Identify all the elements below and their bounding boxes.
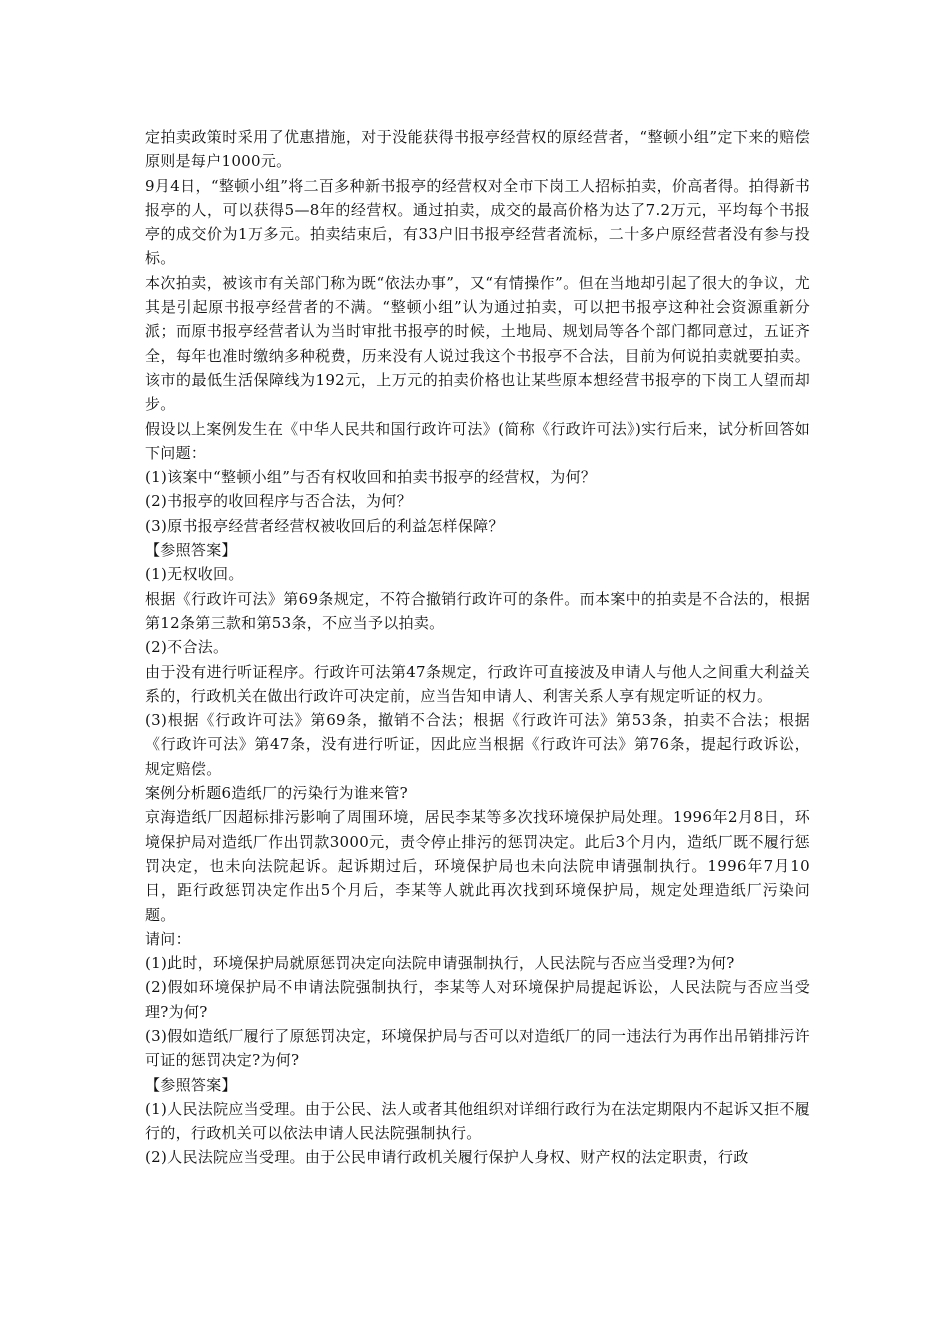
case-6-question-2: (2)假如环境保护局不申请法院强制执行，李某等人对环境保护局提起诉讼，人民法院与否应当受理?为何? [145, 978, 810, 1021]
document-body [145, 125, 810, 1170]
case-6-question-1: (1)此时，环境保护局就原惩罚决定向法院申请强制执行，人民法院与否应当受理?为何? [145, 954, 735, 973]
paragraph-question-intro: 假设以上案例发生在《中华人民共和国行政许可法》(简称《行政许可法》)实行后来，试分析回答如下问题： [145, 419, 810, 462]
case-6-question-3: (3)假如造纸厂履行了原惩罚决定，环境保护局与否可以对造纸厂的同一违法行为再作出吊销排污许可证的惩罚决定?为何? [145, 1026, 810, 1070]
reference-answer-heading: 【参照答案】 [145, 541, 237, 560]
case-6-question-intro: 请问： [145, 929, 191, 948]
case-6-reference-answer-heading: 【参照答案】 [145, 1075, 237, 1094]
question-1: (1)该案中“整顿小组”与否有权收回和拍卖书报亭的经营权，为何？ [145, 468, 597, 487]
case-6-answer-2: (2)人民法院应当受理。由于公民申请行政机关履行保护人身权、财产权的法定职责，行政 [145, 1148, 749, 1167]
answer-2-reason: 由于没有进行听证程序。行政许可法第47条规定，行政许可直接波及申请人与他人之间重大利益关系的，行政机关在做出行政许可决定前，应当告知申请人、利害关系人享有规定听证的权力。 [145, 662, 810, 705]
question-2: (2)书报亭的收回程序与否合法，为何？ [145, 492, 412, 511]
case-6-title: 案例分析题6造纸厂的污染行为谁来管? [145, 784, 408, 803]
answer-3: (3)根据《行政许可法》第69条，撤销不合法；根据《行政许可法》第53条，拍卖不合法；根据《行政许可法》第47条，没有进行听证，因此应当根据《行政许可法》第76条，提起行政诉讼，规定赔偿。 [145, 711, 810, 778]
answer-1: (1)无权收回。 [145, 565, 244, 584]
question-3: (3)原书报亭经营者经营权被收回后的利益怎样保障？ [145, 516, 504, 535]
answer-2: (2)不合法。 [145, 638, 229, 657]
paragraph-policy-compensation: 定拍卖政策时采用了优惠措施，对于没能获得书报亭经营权的原经营者，“整顿小组”定下来的赔偿原则是每户1000元。 [145, 128, 810, 171]
paragraph-controversy: 本次拍卖，被该市有关部门称为既“依法办事”，又“有情操作”。但在当地却引起了很大的争议，尤其是引起原书报亭经营者的不满。“整顿小组”认为通过拍卖，可以把书报亭这种社会资源重新分派；而原书报亭经营者认为当时审批书报亭的时候，土地局、规划局等各个部门都同意过，五证齐全，每年也准时缴纳多种税费，历来没有人说过我这个书报亭不合法，目前为何说拍卖就要拍卖。该市的最低生活保障线为192元，上万元的拍卖价格也让某些原本想经营书报亭的下岗工人望而却步。 [145, 273, 810, 414]
case-6-answer-1: (1)人民法院应当受理。由于公民、法人或者其他组织对详细行政行为在法定期限内不起诉又拒不履行的，行政机关可以依法申请人民法院强制执行。 [145, 1099, 810, 1143]
case-6-description: 京海造纸厂因超标排污影响了周围环境，居民李某等多次找环境保护局处理。1996年2月8日，环境保护局对造纸厂作出罚款3000元，责令停止排污的惩罚决定。此后3个月内，造纸厂既不履行惩罚决定，也未向法院起诉。起诉期过后，环境保护局也未向法院申请强制执行。1996年7月10日，距行政惩罚决定作出5个月后，李某等人就此再次找到环境保护局，规定处理造纸厂污染问题。 [145, 808, 810, 924]
paragraph-auction-results: 9月4日，“整顿小组”将二百多种新书报亭的经营权对全市下岗工人招标拍卖，价高者得。拍得新书报亭的人，可以获得5—8年的经营权。通过拍卖，成交的最高价格为达了7.2万元，平均每个书报亭的成交价为1万多元。拍卖结束后，有33户旧书报亭经营者流标，二十多户原经营者没有参与投标。 [145, 176, 810, 268]
answer-1-reason: 根据《行政许可法》第69条规定，不符合撤销行政许可的条件。而本案中的拍卖是不合法的，根据第12条第三款和第53条，不应当予以拍卖。 [145, 589, 810, 632]
